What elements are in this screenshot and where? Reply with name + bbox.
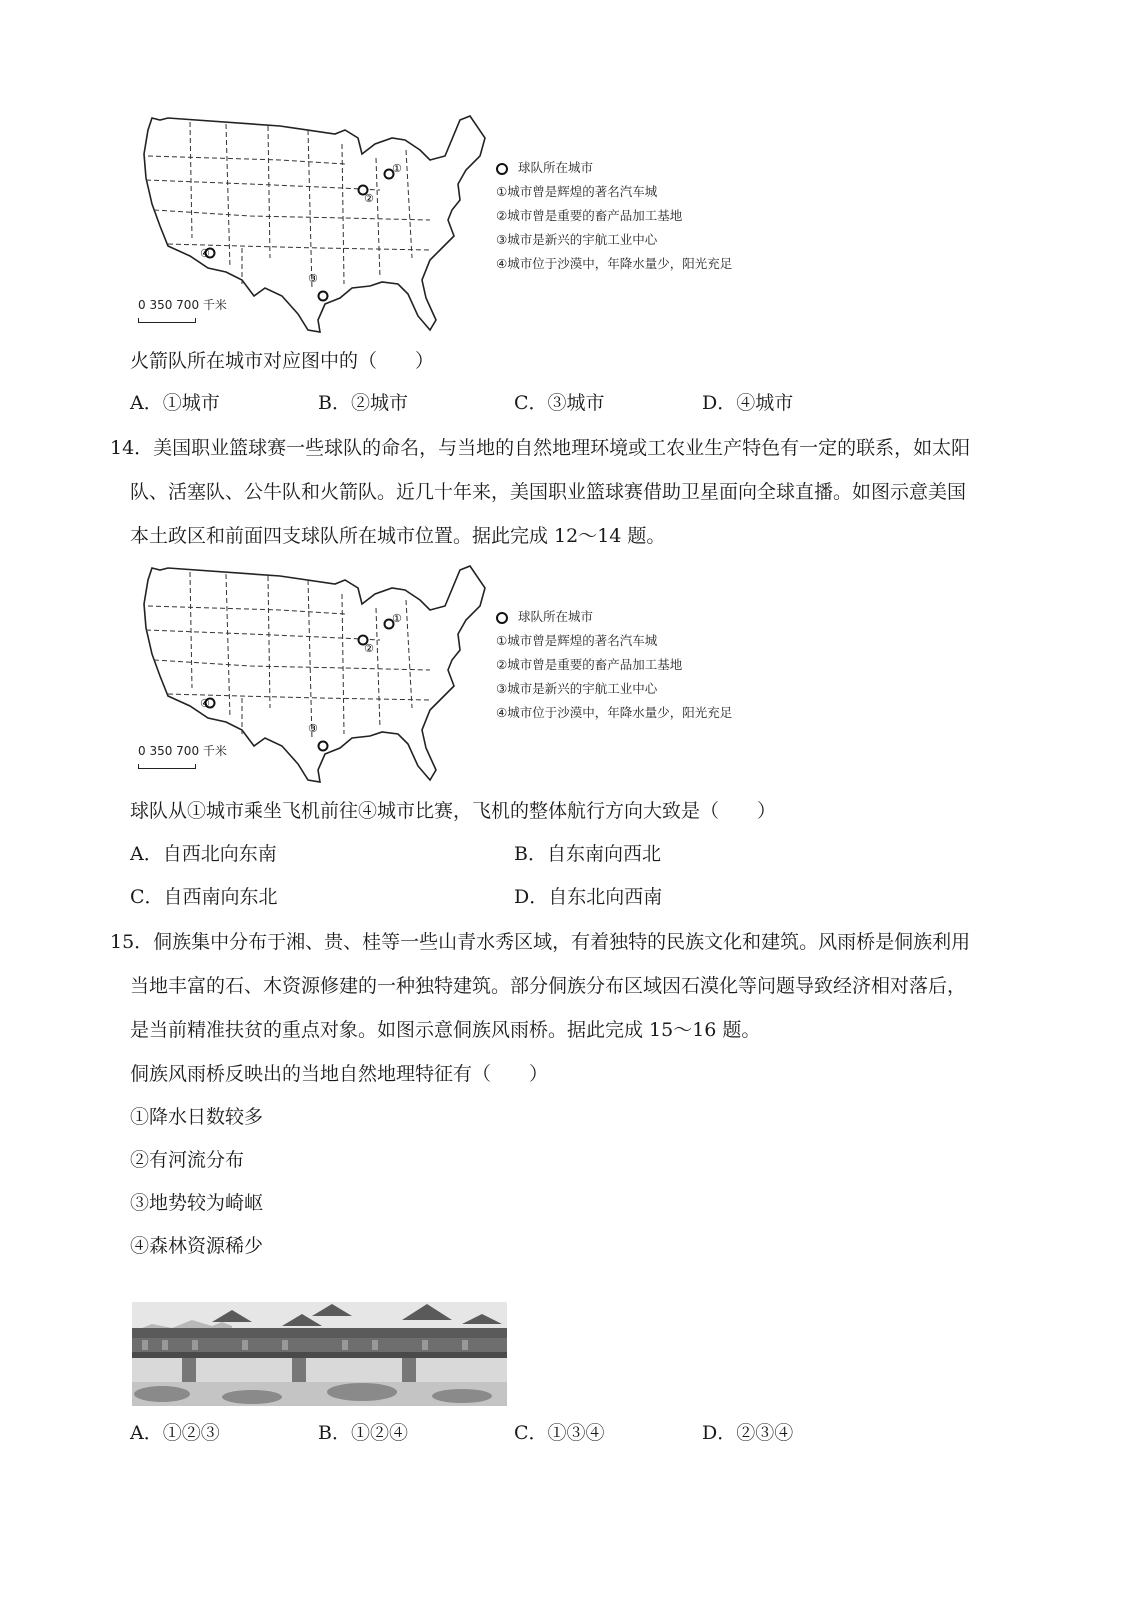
q15-line-2: 当地丰富的石、木资源修建的一种独特建筑。部分侗族分布区域因石漠化等问题导致经济相对落后， [130,975,967,997]
city-label-2: ② [364,642,374,655]
q14-line-1: 14．美国职业篮球赛一些球队的命名，与当地的自然地理环境或工农业生产特色有一定的联系，如太阳 [110,437,971,459]
legend-item: ①城市曾是辉煌的著名汽车城 [496,633,658,648]
map-legend-1 [496,156,732,276]
city-label-1: ① [392,162,402,175]
q14-option-d[interactable]: D．自东北向西南 [514,886,663,908]
map-legend-2 [496,605,732,725]
legend-marker-row [496,156,732,180]
q14-line-2: 队、活塞队、公牛队和火箭队。近几十年来，美国职业篮球赛借助卫星面向全球直播。如图示意美国 [130,481,967,503]
legend-marker-label: 球队所在城市 [518,609,594,624]
q15-item-4: ④森林资源稀少 [130,1235,264,1257]
q13-option-c[interactable]: C．③城市 [514,392,605,414]
map-scale-2: 0 350 700 千米 [138,744,227,758]
q13-stem: 火箭队所在城市对应图中的（ ） [130,350,435,372]
q15-item-1: ①降水日数较多 [130,1106,264,1128]
city-label-4: ④ [200,247,210,260]
legend-marker-row [496,605,732,629]
scale-bar-1 [138,318,196,323]
q15-option-b[interactable]: B．①②④ [318,1422,408,1444]
q15-line-1: 15．侗族集中分布于湘、贵、桂等一些山青水秀区域，有着独特的民族文化和建筑。风雨桥是侗族利用 [110,931,971,953]
bridge-illustration [132,1302,507,1406]
q15-option-d[interactable]: D．②③④ [702,1422,794,1444]
wind-rain-bridge-photo [132,1302,507,1406]
city-marker-3 [319,742,328,751]
q15-line-3: 是当前精准扶贫的重点对象。如图示意侗族风雨桥。据此完成 15～16 题。 [130,1019,761,1041]
q15-item-2: ②有河流分布 [130,1149,245,1171]
city-marker-3 [319,292,328,301]
q14-option-b[interactable]: B．自东南向西北 [514,843,661,865]
legend-item: ②城市曾是重要的畜产品加工基地 [496,657,683,672]
legend-item: ④城市位于沙漠中，年降水量少，阳光充足 [496,705,733,720]
legend-item: ②城市曾是重要的畜产品加工基地 [496,208,683,223]
city-label-2: ② [364,192,374,205]
legend-item: ③城市是新兴的宇航工业中心 [496,232,658,247]
city-label-3: ③ [308,722,318,735]
q15-stem: 侗族风雨桥反映出的当地自然地理特征有（ ） [130,1063,549,1085]
q15-option-c[interactable]: C．①③④ [514,1422,605,1444]
city-label-3: ③ [308,272,318,285]
q15-item-3: ③地势较为崎岖 [130,1192,264,1214]
q13-option-b[interactable]: B．②城市 [318,392,408,414]
legend-item: ④城市位于沙漠中，年降水量少，阳光充足 [496,256,733,271]
city-marker-icon [496,612,508,624]
city-marker-icon [496,163,508,175]
q13-option-d[interactable]: D．④城市 [702,392,794,414]
city-label-1: ① [392,612,402,625]
q14-line-3: 本土政区和前面四支球队所在城市位置。据此完成 12～14 题。 [130,525,666,547]
city-label-4: ④ [200,697,210,710]
q14-stem: 球队从①城市乘坐飞机前往④城市比赛，飞机的整体航行方向大致是（ ） [130,800,777,822]
map-scale-1: 0 350 700 千米 [138,298,227,312]
legend-item: ①城市曾是辉煌的著名汽车城 [496,184,658,199]
q14-option-a[interactable]: A．自西北向东南 [130,843,277,865]
q15-option-a[interactable]: A．①②③ [130,1422,220,1444]
legend-item: ③城市是新兴的宇航工业中心 [496,681,658,696]
scale-bar-2 [138,764,196,769]
legend-marker-label: 球队所在城市 [518,160,594,175]
q14-option-c[interactable]: C．自西南向东北 [130,886,278,908]
q13-option-a[interactable]: A．①城市 [130,392,220,414]
